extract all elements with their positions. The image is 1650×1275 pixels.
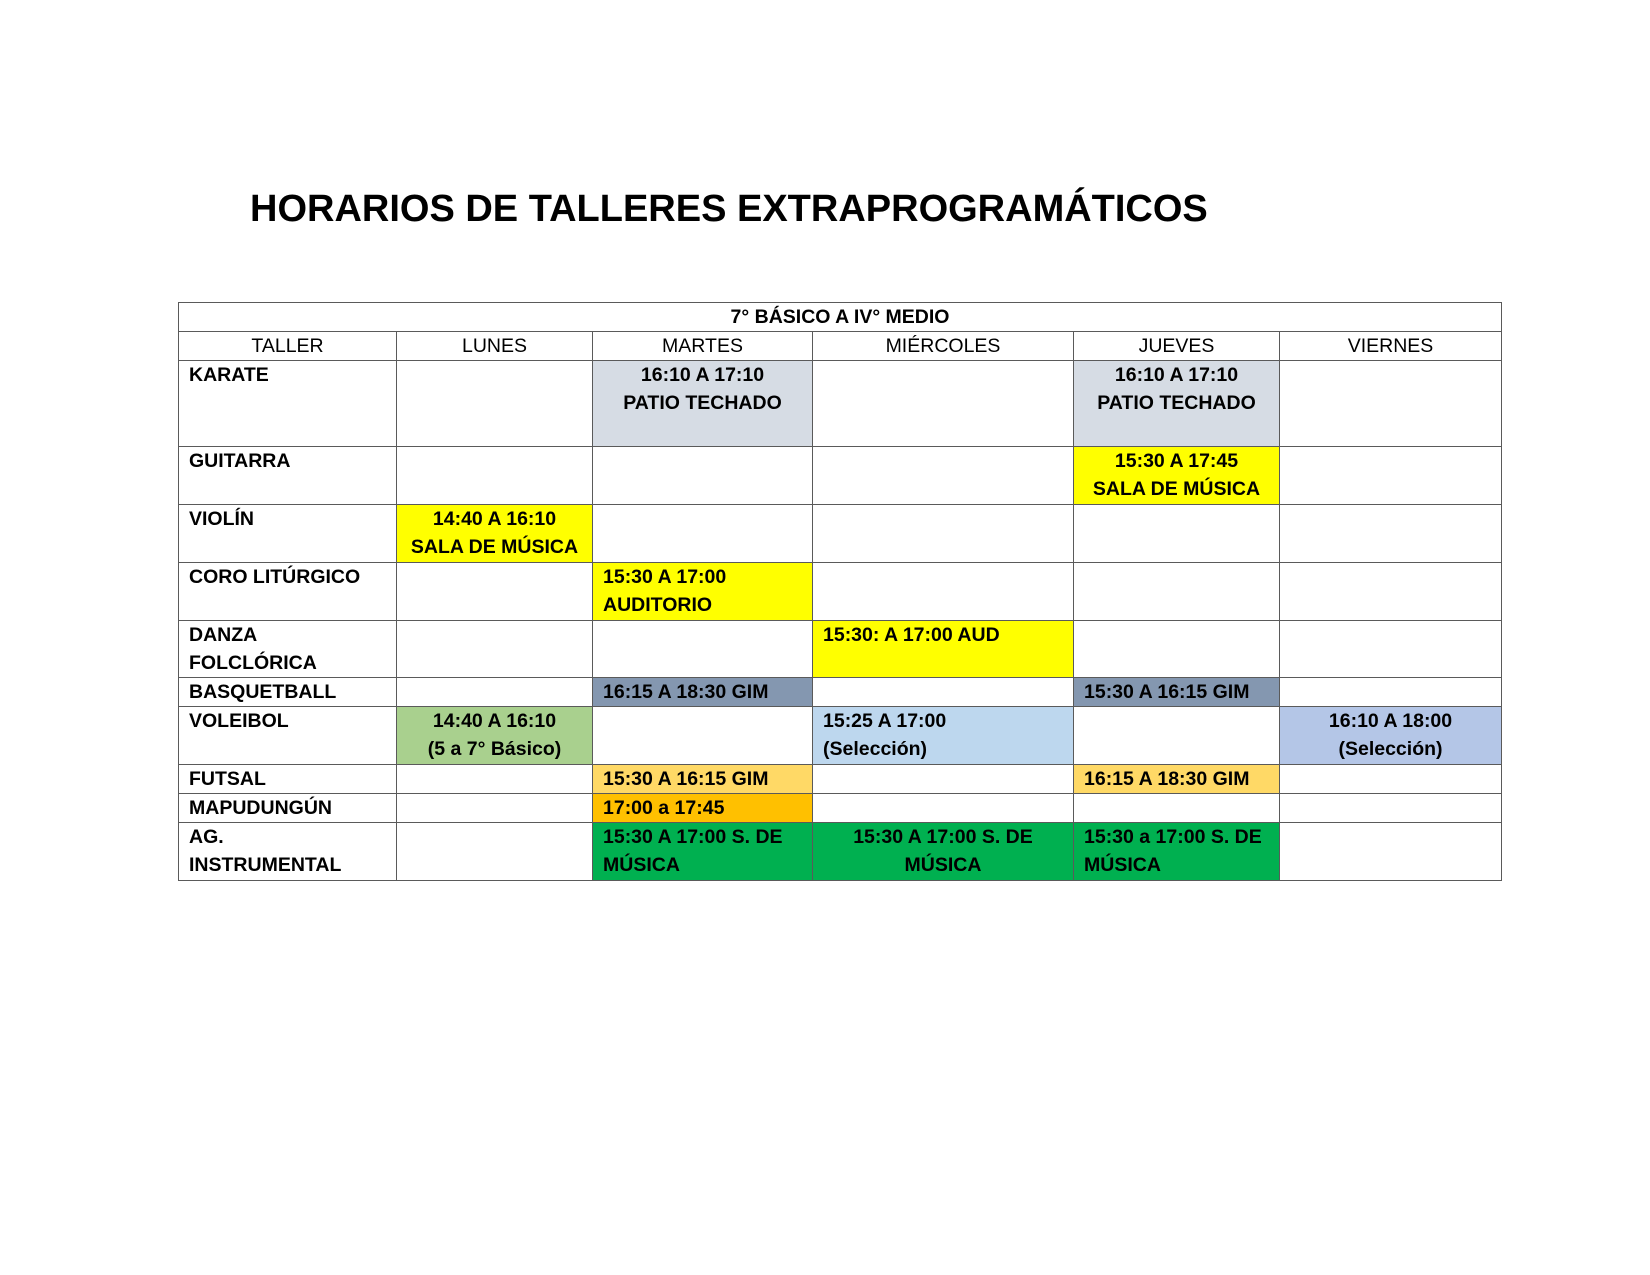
taller-name: VIOLÍN [179, 505, 397, 563]
slot-line: SALA DE MÚSICA [410, 536, 579, 558]
table-row [179, 678, 1502, 707]
taller-name-line: AG. [189, 826, 224, 848]
slot-line: 14:40 A 16:10 [432, 710, 557, 732]
column-header-viernes: VIERNES [1280, 332, 1502, 361]
schedule-slot-lunes [397, 505, 593, 563]
table-row [179, 505, 1502, 563]
banner-row [179, 303, 1502, 332]
table-row [179, 361, 1502, 447]
slot-line: (Selección) [823, 738, 928, 760]
empty-cell-miercoles [813, 361, 1074, 447]
schedule-slot-jueves [1074, 678, 1280, 707]
taller-name: MAPUDUNGÚN [179, 794, 397, 823]
empty-cell-viernes [1280, 823, 1502, 881]
table-row [179, 563, 1502, 621]
slot-line: 16:10 A 17:10 [1114, 364, 1239, 386]
empty-cell-miercoles [813, 794, 1074, 823]
empty-cell-jueves [1074, 621, 1280, 678]
empty-cell-miercoles [813, 447, 1074, 505]
column-header-martes: MARTES [593, 332, 813, 361]
slot-line: MÚSICA [904, 854, 982, 876]
column-header-miercoles: MIÉRCOLES [813, 332, 1074, 361]
slot-line: PATIO TECHADO [1097, 392, 1256, 414]
empty-cell-lunes [397, 361, 593, 447]
taller-name: GUITARRA [179, 447, 397, 505]
empty-cell-jueves [1074, 505, 1280, 563]
schedule-slot-jueves [1074, 823, 1280, 881]
slot-line: 15:30 A 16:15 GIM [1084, 681, 1250, 703]
empty-cell-martes [593, 707, 813, 765]
empty-cell-jueves [1074, 707, 1280, 765]
taller-name [179, 823, 397, 881]
schedule-slot-martes [593, 361, 813, 447]
level-banner: 7° BÁSICO A IV° MEDIO [179, 303, 1502, 332]
empty-cell-lunes [397, 678, 593, 707]
schedule-slot-miercoles [813, 707, 1074, 765]
empty-cell-martes [593, 505, 813, 563]
empty-cell-viernes [1280, 678, 1502, 707]
schedule-slot-martes [593, 678, 813, 707]
schedule-slot-martes [593, 823, 813, 881]
slot-line: SALA DE MÚSICA [1092, 478, 1261, 500]
empty-cell-lunes [397, 823, 593, 881]
slot-line: 15:30 A 17:00 [603, 566, 727, 588]
header-row [179, 332, 1502, 361]
schedule-slot-jueves [1074, 447, 1280, 505]
empty-cell-miercoles [813, 563, 1074, 621]
schedule-slot-martes [593, 563, 813, 621]
slot-line: 15:25 A 17:00 [823, 710, 947, 732]
schedule-slot-martes [593, 794, 813, 823]
slot-line: (Selección) [1338, 738, 1443, 760]
empty-cell-viernes [1280, 794, 1502, 823]
schedule-slot-lunes [397, 707, 593, 765]
taller-name: FUTSAL [179, 765, 397, 794]
empty-cell-jueves [1074, 794, 1280, 823]
slot-line: 15:30: A 17:00 AUD [823, 624, 1000, 646]
schedule-slot-martes [593, 765, 813, 794]
slot-line: 15:30 A 17:45 [1114, 450, 1239, 472]
slot-line: 16:15 A 18:30 GIM [1084, 768, 1250, 790]
empty-cell-viernes [1280, 447, 1502, 505]
schedule-slot-miercoles [813, 823, 1074, 881]
taller-name-line: INSTRUMENTAL [189, 854, 342, 876]
slot-line: 16:10 A 18:00 [1328, 710, 1453, 732]
slot-line: AUDITORIO [603, 594, 713, 616]
empty-cell-miercoles [813, 505, 1074, 563]
page-title: HORARIOS DE TALLERES EXTRAPROGRAMÁTICOS [250, 188, 1208, 230]
taller-name: CORO LITÚRGICO [179, 563, 397, 621]
slot-line: 14:40 A 16:10 [432, 508, 557, 530]
empty-cell-lunes [397, 447, 593, 505]
table-row [179, 823, 1502, 881]
empty-cell-martes [593, 447, 813, 505]
slot-line: MÚSICA [1084, 854, 1161, 876]
empty-cell-lunes [397, 794, 593, 823]
schedule-table [178, 302, 1502, 881]
empty-cell-jueves [1074, 563, 1280, 621]
empty-cell-lunes [397, 765, 593, 794]
column-header-lunes: LUNES [397, 332, 593, 361]
empty-cell-lunes [397, 563, 593, 621]
column-header-taller: TALLER [179, 332, 397, 361]
slot-line: MÚSICA [603, 854, 680, 876]
empty-cell-martes [593, 621, 813, 678]
empty-cell-viernes [1280, 505, 1502, 563]
slot-line: 15:30 a 17:00 S. DE [1084, 826, 1262, 848]
schedule-slot-jueves [1074, 361, 1280, 447]
column-header-jueves: JUEVES [1074, 332, 1280, 361]
slot-line: 17:00 a 17:45 [603, 797, 725, 819]
slot-line: (5 a 7° Básico) [427, 738, 562, 760]
table-row [179, 707, 1502, 765]
empty-cell-lunes [397, 621, 593, 678]
taller-name: BASQUETBALL [179, 678, 397, 707]
schedule-slot-jueves [1074, 765, 1280, 794]
table-row [179, 447, 1502, 505]
slot-line: 15:30 A 16:15 GIM [603, 768, 769, 790]
table-row [179, 794, 1502, 823]
taller-name: KARATE [179, 361, 397, 447]
table-row [179, 765, 1502, 794]
slot-line: 15:30 A 17:00 S. DE [853, 826, 1033, 848]
slot-line: 15:30 A 17:00 S. DE [603, 826, 783, 848]
taller-name: VOLEIBOL [179, 707, 397, 765]
schedule-slot-miercoles [813, 621, 1074, 678]
empty-cell-viernes [1280, 621, 1502, 678]
empty-cell-viernes [1280, 361, 1502, 447]
empty-cell-viernes [1280, 563, 1502, 621]
slot-line: PATIO TECHADO [623, 392, 782, 414]
empty-cell-miercoles [813, 678, 1074, 707]
empty-cell-viernes [1280, 765, 1502, 794]
taller-name: DANZA FOLCLÓRICA [179, 621, 397, 678]
slot-line: 16:15 A 18:30 GIM [603, 681, 769, 703]
slot-line: 16:10 A 17:10 [640, 364, 765, 386]
empty-cell-miercoles [813, 765, 1074, 794]
schedule-slot-viernes [1280, 707, 1502, 765]
table-row [179, 621, 1502, 678]
